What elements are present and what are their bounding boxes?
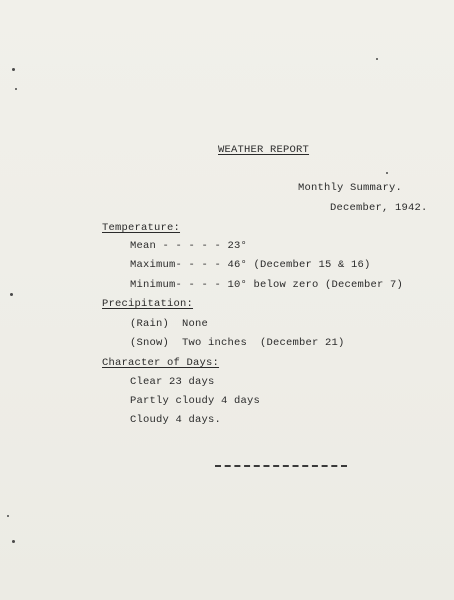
paper-speck bbox=[386, 172, 388, 174]
clear-days: Clear 23 days bbox=[130, 376, 215, 388]
report-title: WEATHER REPORT bbox=[218, 144, 310, 156]
closing-divider bbox=[215, 465, 347, 467]
cloudy-days: Cloudy 4 days. bbox=[130, 414, 222, 426]
report-subtitle: Monthly Summary. bbox=[298, 182, 403, 194]
precipitation-heading: Precipitation: bbox=[102, 298, 194, 310]
paper-speck bbox=[7, 515, 9, 517]
paper-speck bbox=[376, 58, 378, 60]
report-date: December, 1942. bbox=[330, 202, 428, 214]
temperature-heading: Temperature: bbox=[102, 222, 181, 234]
temperature-minimum: Minimum- - - - 10° below zero (December 7) bbox=[130, 279, 404, 291]
paper-speck bbox=[12, 540, 15, 543]
precipitation-snow: (Snow) Two inches (December 21) bbox=[130, 337, 345, 349]
temperature-mean: Mean - - - - - 23° bbox=[130, 240, 248, 252]
paper-speck bbox=[12, 68, 15, 71]
character-of-days-heading: Character of Days: bbox=[102, 357, 220, 369]
paper-speck bbox=[10, 293, 13, 296]
paper-speck bbox=[15, 88, 17, 90]
temperature-maximum: Maximum- - - - 46° (December 15 & 16) bbox=[130, 259, 371, 271]
precipitation-rain: (Rain) None bbox=[130, 318, 209, 330]
partly-cloudy-days: Partly cloudy 4 days bbox=[130, 395, 261, 407]
